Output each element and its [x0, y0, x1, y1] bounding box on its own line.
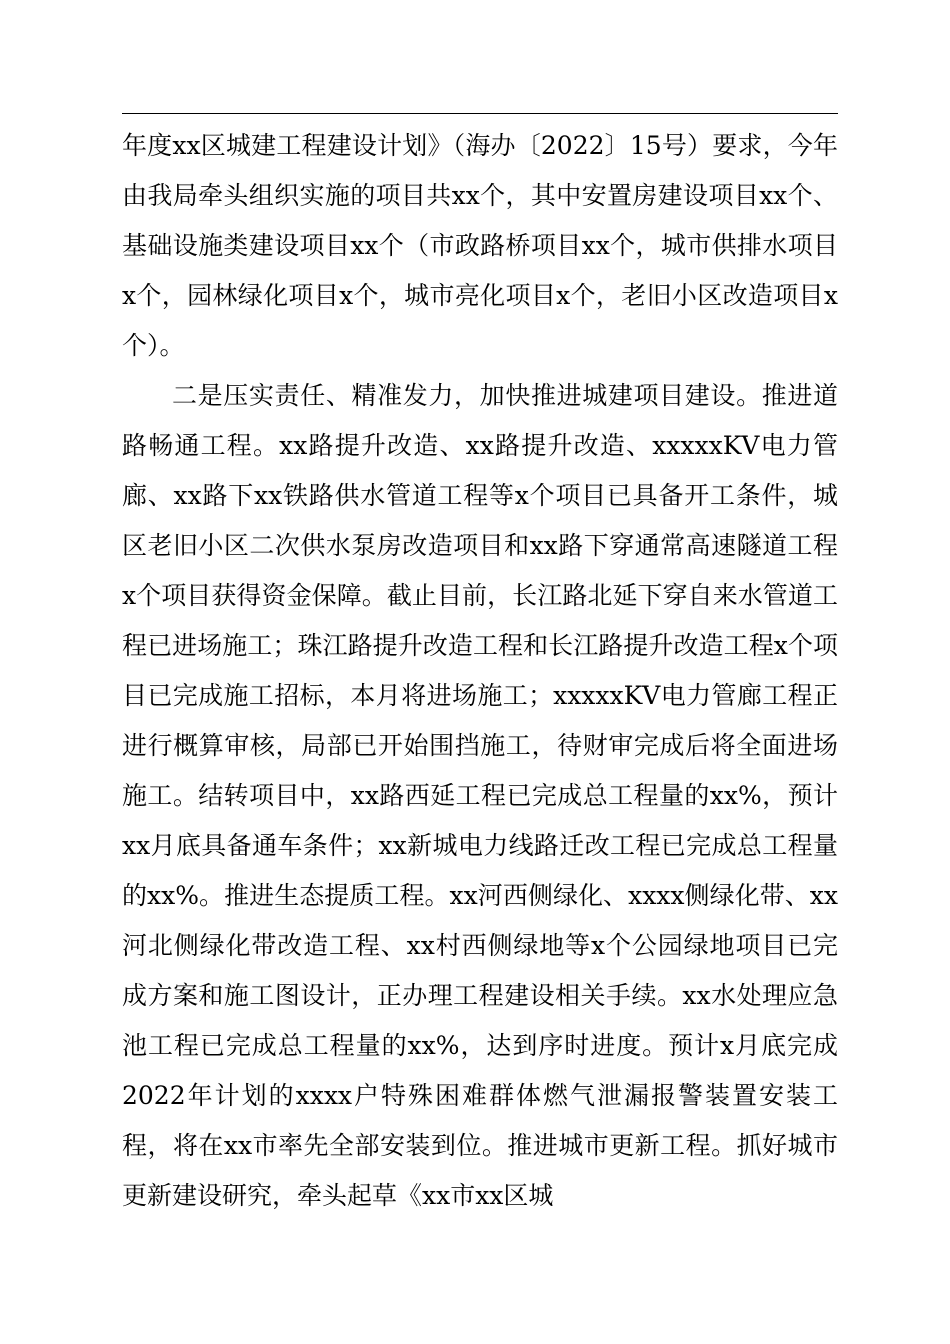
header-rule — [122, 113, 838, 114]
paragraph-2: 二是压实责任、精准发力，加快推进城建项目建设。推进道路畅通工程。xx路提升改造、xx路提升改造、xxxxxKV电力管廊、xx路下xx铁路供水管道工程等x个项目已具备开工条件，城区老旧小区二次供水泵房改造项目和xx路下穿通常高速隧道工程x个项目获得资金保障。截止目前，长江路北延下穿自来水管道工程已进场施工；珠江路提升改造工程和长江路提升改造工程x个项目已完成施工招标，本月将进场施工；xxxxxKV电力管廊工程正进行概算审核，局部已开始围挡施工，待财审完成后将全面进场施工。结转项目中，xx路西延工程已完成总工程量的xx%，预计xx月底具备通车条件；xx新城电力线路迁改工程已完成总工程量的xx%。推进生态提质工程。xx河西侧绿化、xxxx侧绿化带、xx河北侧绿化带改造工程、xx村西侧绿地等x个公园绿地项目已完成方案和施工图设计，正办理工程建设相关手续。xx水处理应急池工程已完成总工程量的xx%，达到序时进度。预计x月底完成2022年计划的xxxx户特殊困难群体燃气泄漏报警装置安装工程，将在xx市率先全部安装到位。推进城市更新工程。抓好城市更新建设研究，牵头起草《xx市xx区城 — [122, 381, 838, 1210]
paragraph-1: 年度xx区城建工程建设计划》（海办〔2022〕15号）要求，今年由我局牵头组织实施的项目共xx个，其中安置房建设项目xx个、基础设施类建设项目xx个（市政路桥项目xx个，城市供排水项目x个，园林绿化项目x个，城市亮化项目x个，老旧小区改造项目x个）。 — [122, 131, 838, 360]
document-body — [122, 121, 838, 1221]
